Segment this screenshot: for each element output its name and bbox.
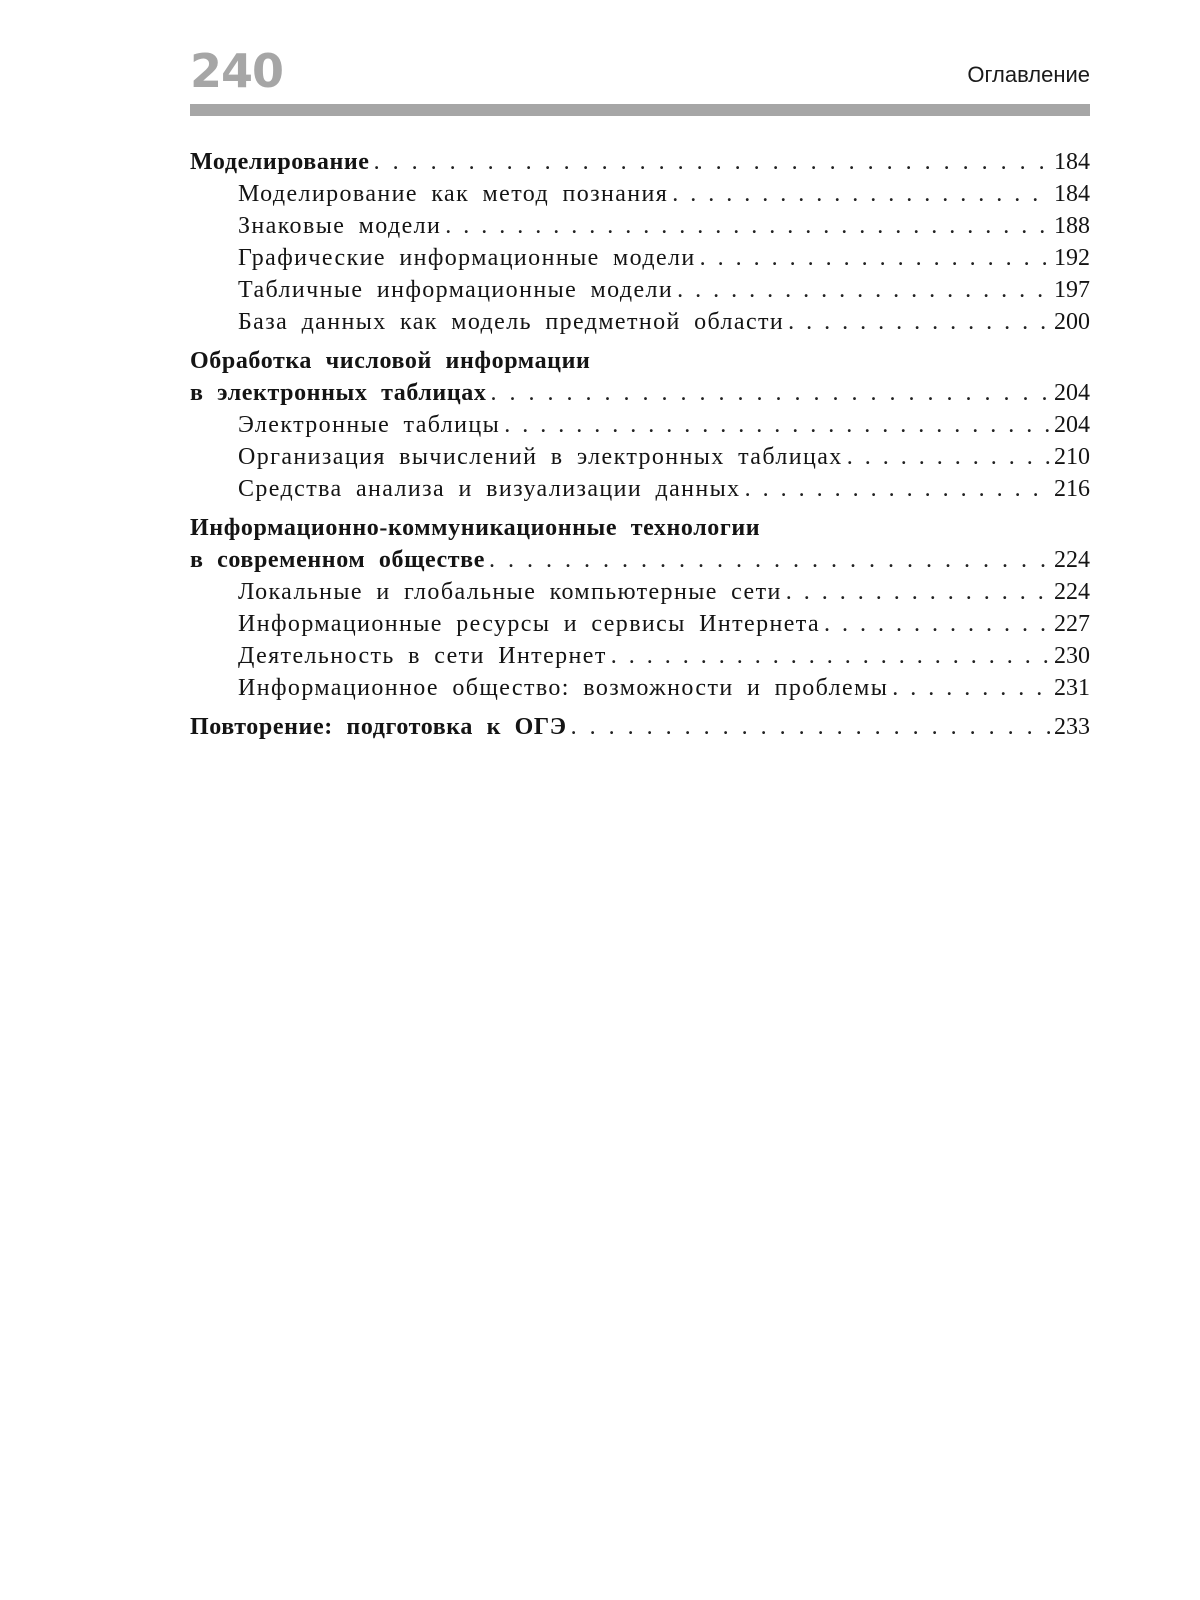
book-page: [190, 0, 1090, 740]
dot-leader: [820, 608, 1050, 640]
toc-section-heading: [190, 711, 1090, 743]
toc-entry: [190, 242, 1090, 274]
toc-entry: [190, 178, 1090, 210]
toc-section: [190, 512, 1090, 704]
dot-leader: [370, 146, 1050, 178]
dot-leader: [485, 544, 1050, 576]
toc-page-number: 192: [1054, 245, 1090, 271]
toc-entry: [190, 576, 1090, 608]
dot-leader: [782, 576, 1050, 608]
toc-entry: [190, 608, 1090, 640]
toc-entry-title: Знаковые модели: [238, 213, 442, 239]
dot-leader: [567, 711, 1050, 743]
dot-leader: [888, 672, 1050, 704]
toc-page-number: 227: [1054, 611, 1090, 637]
dot-leader: [784, 306, 1050, 338]
header-rule: [190, 104, 1090, 116]
toc-page-number: 224: [1054, 547, 1090, 573]
toc-page-number: 210: [1054, 444, 1090, 470]
toc-section-title: Информационно-коммуникационные технологии: [190, 515, 761, 541]
toc-section-heading: [190, 512, 1090, 544]
toc-section: [190, 711, 1090, 743]
toc-section-heading: [190, 146, 1090, 178]
toc-section: [190, 146, 1090, 338]
toc-page-number: 204: [1054, 412, 1090, 438]
toc-section: [190, 345, 1090, 505]
toc-page-number: 188: [1054, 213, 1090, 239]
toc-section-title: Повторение: подготовка к ОГЭ: [190, 714, 567, 740]
toc-entry: [190, 640, 1090, 672]
toc-section-title: в современном обществе: [190, 547, 485, 573]
toc-page-number: 216: [1054, 476, 1090, 502]
toc-entry: [190, 473, 1090, 505]
toc-page-number: 184: [1054, 181, 1090, 207]
dot-leader: [441, 210, 1050, 242]
toc-page-number: 200: [1054, 309, 1090, 335]
toc-section-heading: [190, 377, 1090, 409]
toc-entry: [190, 441, 1090, 473]
toc-entry-title: Электронные таблицы: [238, 412, 501, 438]
toc-entry-title: Средства анализа и визуализации данных: [238, 476, 741, 502]
toc-section-title: в электронных таблицах: [190, 380, 487, 406]
dot-leader: [741, 473, 1050, 505]
dot-leader: [486, 377, 1050, 409]
toc-section-heading: [190, 345, 1090, 377]
toc-entry-title: Организация вычислений в электронных таблицах: [238, 444, 843, 470]
toc-entry-title: Информационное общество: возможности и проблемы: [238, 675, 889, 701]
running-title: Оглавление: [967, 62, 1090, 87]
toc-entry: [190, 274, 1090, 306]
toc-entry-title: Графические информационные модели: [238, 245, 696, 271]
toc-page-number: 204: [1054, 380, 1090, 406]
toc-page-number: 224: [1054, 579, 1090, 605]
toc-page-number: 230: [1054, 643, 1090, 669]
toc-entry-title: База данных как модель предметной области: [238, 309, 785, 335]
toc-entry-title: Моделирование как метод познания: [238, 181, 669, 207]
toc-entry: [190, 306, 1090, 338]
toc-entry-title: Деятельность в сети Интернет: [238, 643, 607, 669]
toc-entry-title: Локальные и глобальные компьютерные сети: [238, 579, 782, 605]
dot-leader: [668, 178, 1050, 210]
toc-entry: [190, 210, 1090, 242]
toc-section-title: Моделирование: [190, 149, 370, 175]
toc-entry: [190, 672, 1090, 704]
dot-leader: [673, 274, 1050, 306]
toc-section-title: Обработка числовой информации: [190, 348, 591, 374]
toc-entry: [190, 409, 1090, 441]
toc-page-number: 197: [1054, 277, 1090, 303]
toc-entry-title: Табличные информационные модели: [238, 277, 674, 303]
page-header: [190, 0, 1090, 120]
toc-page-number: 184: [1054, 149, 1090, 175]
dot-leader: [843, 441, 1050, 473]
page-number: 240: [190, 44, 284, 98]
dot-leader: [696, 242, 1050, 274]
toc-entry-title: Информационные ресурсы и сервисы Интернета: [238, 611, 820, 637]
dot-leader: [607, 640, 1050, 672]
table-of-contents: [190, 146, 1090, 750]
dot-leader: [500, 409, 1050, 441]
toc-page-number: 233: [1054, 714, 1090, 740]
toc-section-heading: [190, 544, 1090, 576]
toc-page-number: 231: [1054, 675, 1090, 701]
